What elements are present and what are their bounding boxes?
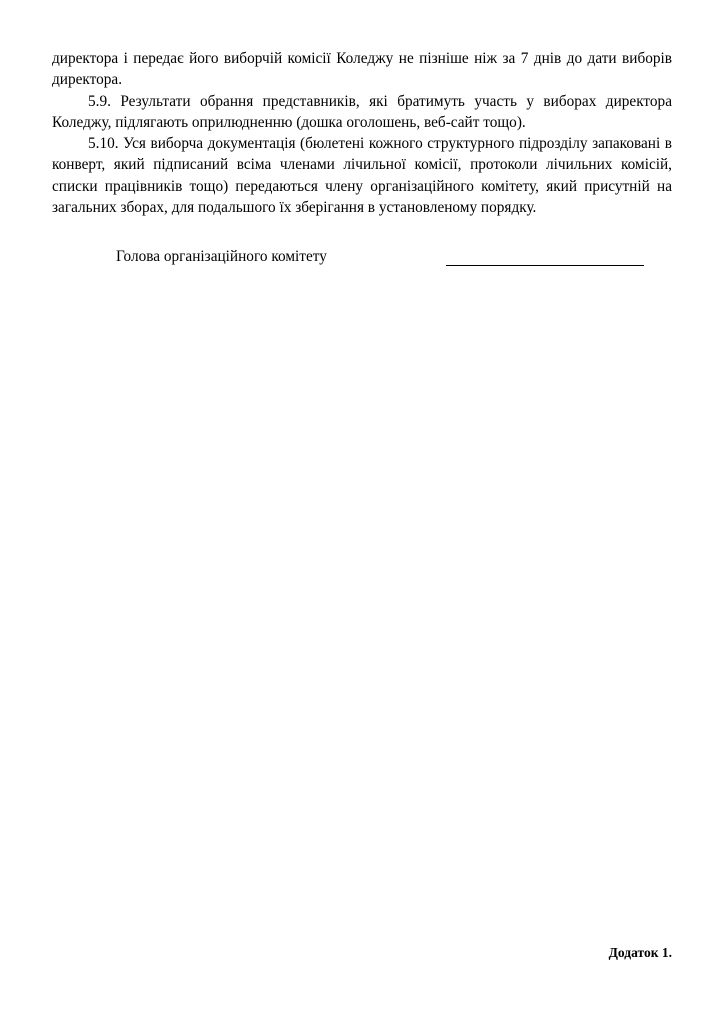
paragraph-5-10: 5.10. Уся виборча документація (бюлетені кожного структурного підрозділу запаковані в конверт, який підписаний всіма членами лічильної комісії, протоколи лічильних комісій, списки працівників тощо) передаються члену організаційного комітету, який присутній на загальних зборах, для подальшого їх зберігання в установленому порядку. (52, 135, 672, 217)
appendix-label: Додаток 1. (608, 945, 672, 960)
body-text (52, 48, 672, 218)
signature-label: Голова організаційного комітету (116, 248, 327, 265)
signature-line (446, 265, 644, 266)
paragraph-5-9: 5.9. Результати обрання представників, які братимуть участь у виборах директора Коледжу, підлягають оприлюдненню (дошка оголошень, веб-сайт тощо). (52, 92, 672, 131)
paragraph-continuation: директора і передає його виборчій комісії Коледжу не пізніше ніж за 7 днів до дати виборів директора. (52, 50, 672, 89)
signature-row (0, 246, 724, 270)
